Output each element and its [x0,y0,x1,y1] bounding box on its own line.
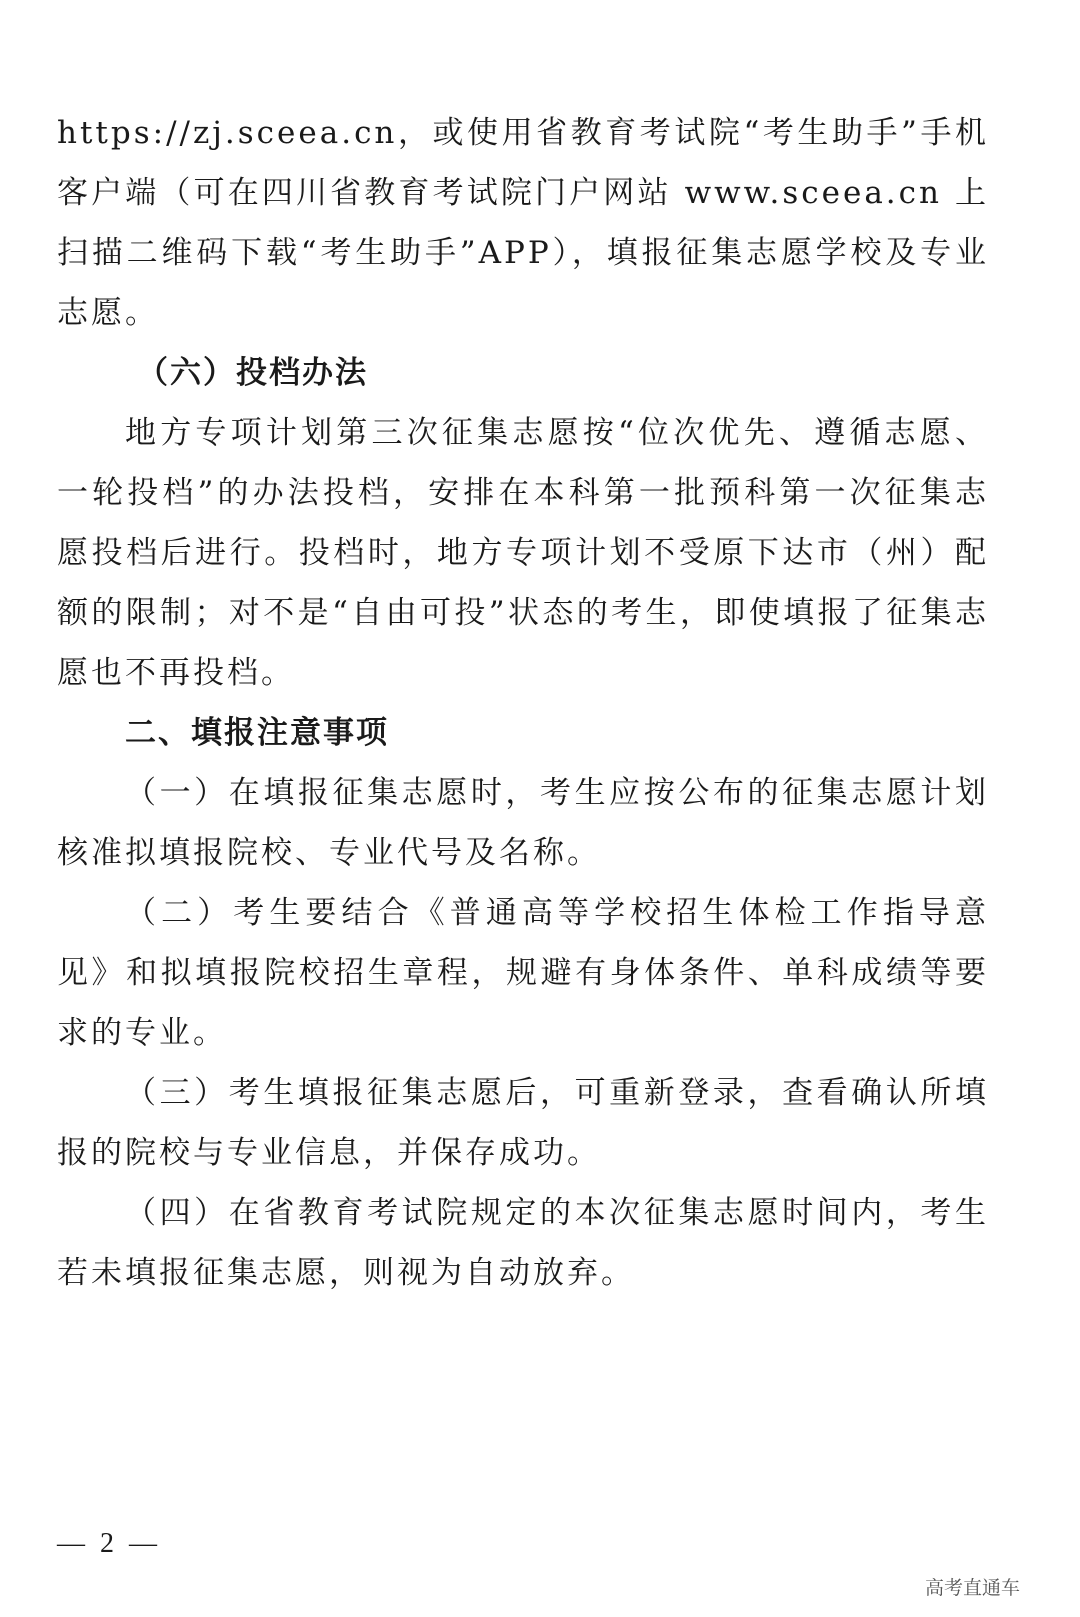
paragraph-submission-method: https://zj.sceea.cn，或使用省教育考试院“考生助手”手机客户端（可在四川省教育考试院门户网站 www.sceea.cn 上扫描二维码下载“考生助手”APP），填报征集志愿学校及专业志愿。 [57,115,989,331]
paragraph-note-2: （二）考生要结合《普通高等学校招生体检工作指导意见》和拟填报院校招生章程，规避有身体条件、单科成绩等要求的专业。 [57,895,989,1051]
section-heading-admission-method: （六）投档办法 [137,355,368,391]
paragraph-admission-method: 地方专项计划第三次征集志愿按“位次优先、遵循志愿、一轮投档”的办法投档，安排在本科第一批预科第一次征集志愿投档后进行。投档时，地方专项计划不受原下达市（州）配额的限制；对不是“自由可投”状态的考生，即使填报了征集志愿也不再投档。 [57,415,989,691]
paragraph-note-1: （一）在填报征集志愿时，考生应按公布的征集志愿计划核准拟填报院校、专业代号及名称。 [57,775,989,871]
section-heading-notes: 二、填报注意事项 [125,715,389,751]
page-number: — 2 — [57,1528,161,1559]
paragraph-note-3: （三）考生填报征集志愿后，可重新登录，查看确认所填报的院校与专业信息，并保存成功。 [57,1075,989,1171]
document-body [57,103,989,1303]
paragraph-note-4: （四）在省教育考试院规定的本次征集志愿时间内，考生若未填报征集志愿，则视为自动放弃。 [57,1195,989,1291]
watermark-text: 高考直通车 [924,1577,1020,1599]
